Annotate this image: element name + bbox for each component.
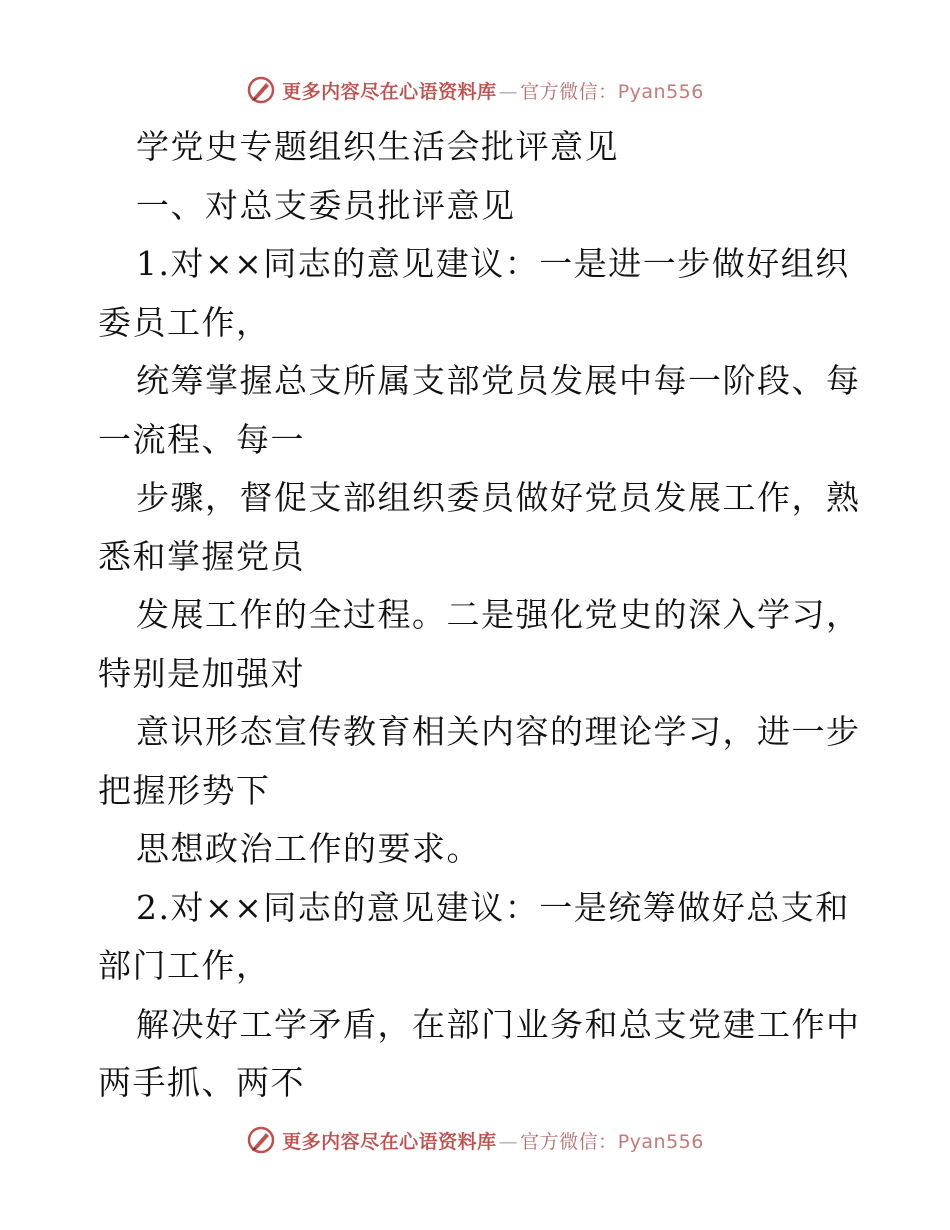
watermark-wechat-label: 官方微信： [520, 80, 618, 103]
text-line: 部门工作， [98, 946, 271, 985]
quill-pen-logo-icon [246, 1125, 276, 1155]
text-line: 一、对总支委员批评意见 [136, 185, 516, 225]
watermark-brand: 更多内容尽在心语资料库 [282, 80, 497, 103]
header-watermark [0, 70, 950, 110]
text-line: 一流程、每一 [98, 419, 305, 459]
watermark-separator: — [498, 80, 519, 103]
watermark-text [282, 1127, 704, 1154]
text-line: 1.对××同志的意见建议：一是进一步做好组织 [136, 244, 850, 283]
text-line: 2.对××同志的意见建议：一是统筹做好总支和 [136, 887, 850, 927]
watermark-text [282, 77, 704, 104]
watermark-separator: — [498, 1130, 519, 1153]
text-line: 学党史专题组织生活会批评意见 [136, 127, 619, 166]
text-line: 意识形态宣传教育相关内容的理论学习，进一步 [136, 712, 861, 751]
watermark-wechat-label: 官方微信： [520, 1130, 618, 1153]
quill-pen-logo-icon [246, 75, 276, 105]
text-line: 统筹掌握总支所属支部党员发展中每一阶段、每 [136, 361, 861, 400]
document-body [98, 118, 861, 1113]
watermark-wechat-id: Pyan556 [617, 1130, 704, 1153]
text-line: 两手抓、两不 [98, 1063, 305, 1102]
text-line: 发展工作的全过程。二是强化党史的深入学习， [136, 595, 861, 634]
footer-watermark [0, 1120, 950, 1160]
watermark-brand: 更多内容尽在心语资料库 [282, 1130, 497, 1153]
text-line: 思想政治工作的要求。 [136, 829, 481, 868]
text-line: 把握形势下 [98, 770, 271, 810]
text-line: 特别是加强对 [98, 653, 305, 693]
text-line: 悉和掌握党员 [98, 536, 305, 576]
text-line: 解决好工学矛盾，在部门业务和总支党建工作中 [136, 1004, 861, 1044]
text-line: 委员工作， [98, 302, 271, 342]
watermark-wechat-id: Pyan556 [617, 80, 704, 103]
text-line: 步骤，督促支部组织委员做好党员发展工作，熟 [136, 478, 861, 517]
